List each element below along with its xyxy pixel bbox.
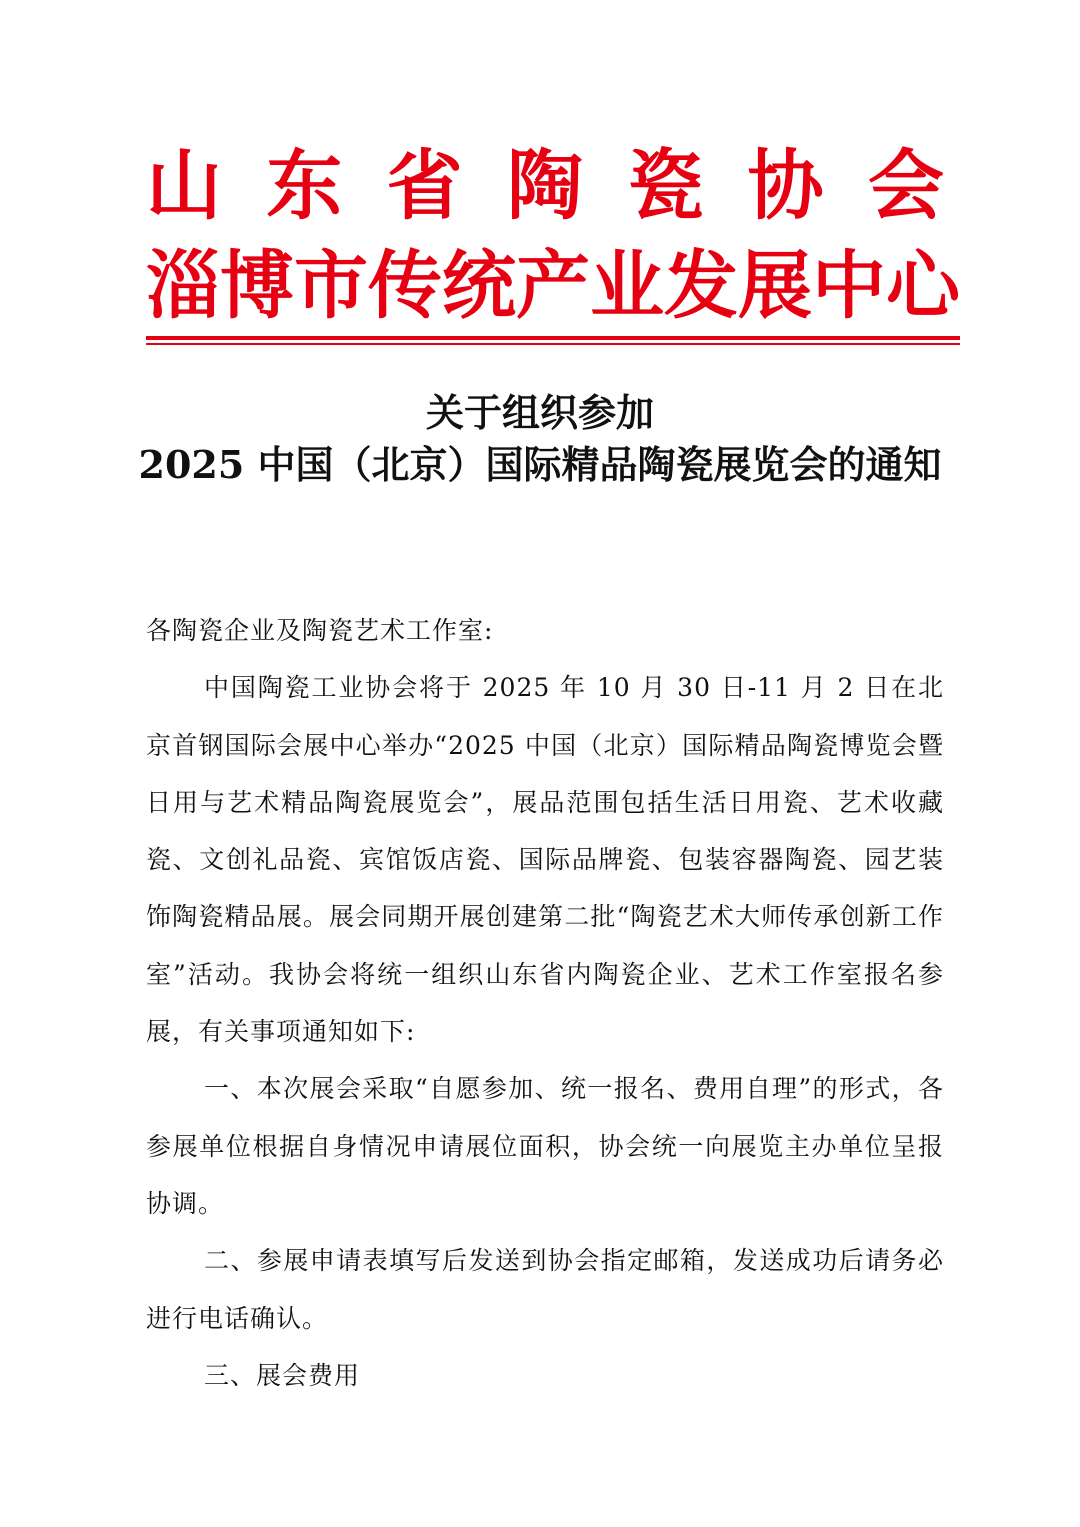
notice-title-line-2: 2025 中国（北京）国际精品陶瓷展览会的通知 bbox=[138, 442, 942, 487]
letterhead-char: 传 bbox=[368, 243, 442, 329]
letterhead-char: 统 bbox=[442, 243, 516, 329]
letterhead-char: 瓷 bbox=[627, 141, 704, 230]
letterhead-char: 山 bbox=[146, 141, 222, 230]
letterhead-org-line-2 bbox=[146, 240, 960, 332]
body-item-2: 二、参展申请表填写后发送到协会指定邮箱，发送成功后请务必进行电话确认。 bbox=[146, 1246, 944, 1333]
letterhead-org-line-1 bbox=[146, 140, 944, 232]
letterhead-char: 博 bbox=[220, 243, 294, 329]
letterhead-char: 省 bbox=[386, 141, 463, 230]
letterhead-char: 陶 bbox=[506, 141, 583, 230]
salutation: 各陶瓷企业及陶瓷艺术工作室: bbox=[146, 616, 494, 645]
body-item-1: 一、本次展会采取“自愿参加、统一报名、费用自理”的形式，各参展单位根据自身情况申请展位面积，协会统一向展览主办单位呈报协调。 bbox=[146, 1074, 944, 1218]
letterhead-char: 业 bbox=[590, 243, 664, 329]
notice-title-line-1: 关于组织参加 bbox=[425, 390, 654, 435]
letterhead-divider-thick bbox=[146, 336, 960, 340]
body-item-3: 三、展会费用 bbox=[204, 1360, 361, 1390]
letterhead-char: 中 bbox=[812, 243, 886, 329]
letterhead-char: 淄 bbox=[146, 243, 220, 329]
letterhead-char: 发 bbox=[664, 243, 738, 329]
letterhead-char: 会 bbox=[867, 141, 944, 230]
letterhead-char: 市 bbox=[294, 243, 368, 329]
letterhead-char: 心 bbox=[886, 243, 960, 329]
notice-body bbox=[146, 602, 944, 1404]
letterhead-divider-thin bbox=[146, 343, 960, 345]
letterhead-char: 协 bbox=[747, 141, 824, 230]
body-paragraph-intro: 中国陶瓷工业协会将于 2025 年 10 月 30 日-11 月 2 日在北京首钢国际会展中心举办“2025 中国（北京）国际精品陶瓷博览会暨日用与艺术精品陶瓷展览会”，展品范围包括生活日用瓷、艺术收藏瓷、文创礼品瓷、宾馆饭店瓷、国际品牌瓷、包装容器陶瓷、园艺装饰陶瓷精品展。展会同期开展创建第二批“陶瓷艺术大师传承创新工作室”活动。我协会将统一组织山东省内陶瓷企业、艺术工作室报名参展，有关事项通知如下: bbox=[146, 673, 944, 1047]
letterhead-char: 产 bbox=[516, 243, 590, 329]
letterhead-char: 东 bbox=[266, 141, 343, 230]
letterhead-char: 展 bbox=[738, 243, 812, 329]
